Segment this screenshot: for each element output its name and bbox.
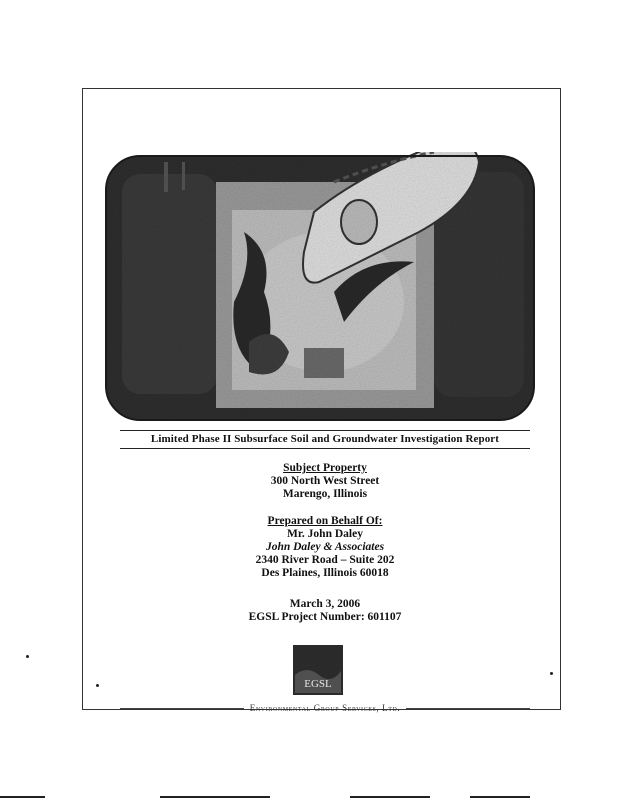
scan-speck (26, 655, 29, 658)
report-date: March 3, 2006 (289, 598, 361, 610)
logo-text: EGSL (304, 678, 332, 690)
prepared-for-contact: Mr. John Daley (287, 528, 363, 540)
footer-rule-left (120, 708, 244, 709)
report-title: Limited Phase II Subsurface Soil and Groundwater Investigation Report (120, 430, 530, 449)
company-footer (120, 703, 530, 713)
scan-speck (550, 672, 553, 675)
subject-property-heading: Subject Property (283, 462, 367, 474)
egsl-logo-icon (293, 645, 343, 695)
scan-artifact (470, 796, 530, 798)
scan-speck (96, 684, 99, 687)
prepared-for-block (120, 515, 530, 580)
prepared-for-street: 2340 River Road – Suite 202 (255, 554, 395, 566)
scan-artifact (0, 796, 45, 798)
report-meta-block (120, 598, 530, 624)
prepared-for-city: Des Plaines, Illinois 60018 (261, 567, 389, 579)
scan-artifact (160, 796, 270, 798)
prepared-for-company: John Daley & Associates (265, 541, 385, 553)
subject-property-block (120, 462, 530, 501)
subject-address-line1: 300 North West Street (270, 475, 380, 487)
prepared-for-heading: Prepared on Behalf Of: (267, 515, 383, 527)
project-number: EGSL Project Number: 601107 (248, 611, 402, 623)
cover-photo (104, 152, 536, 424)
company-name: Environmental Group Services, Ltd. (249, 703, 401, 713)
footer-rule-right (406, 708, 530, 709)
scan-artifact (350, 796, 430, 798)
subject-address-line2: Marengo, Illinois (282, 488, 368, 500)
